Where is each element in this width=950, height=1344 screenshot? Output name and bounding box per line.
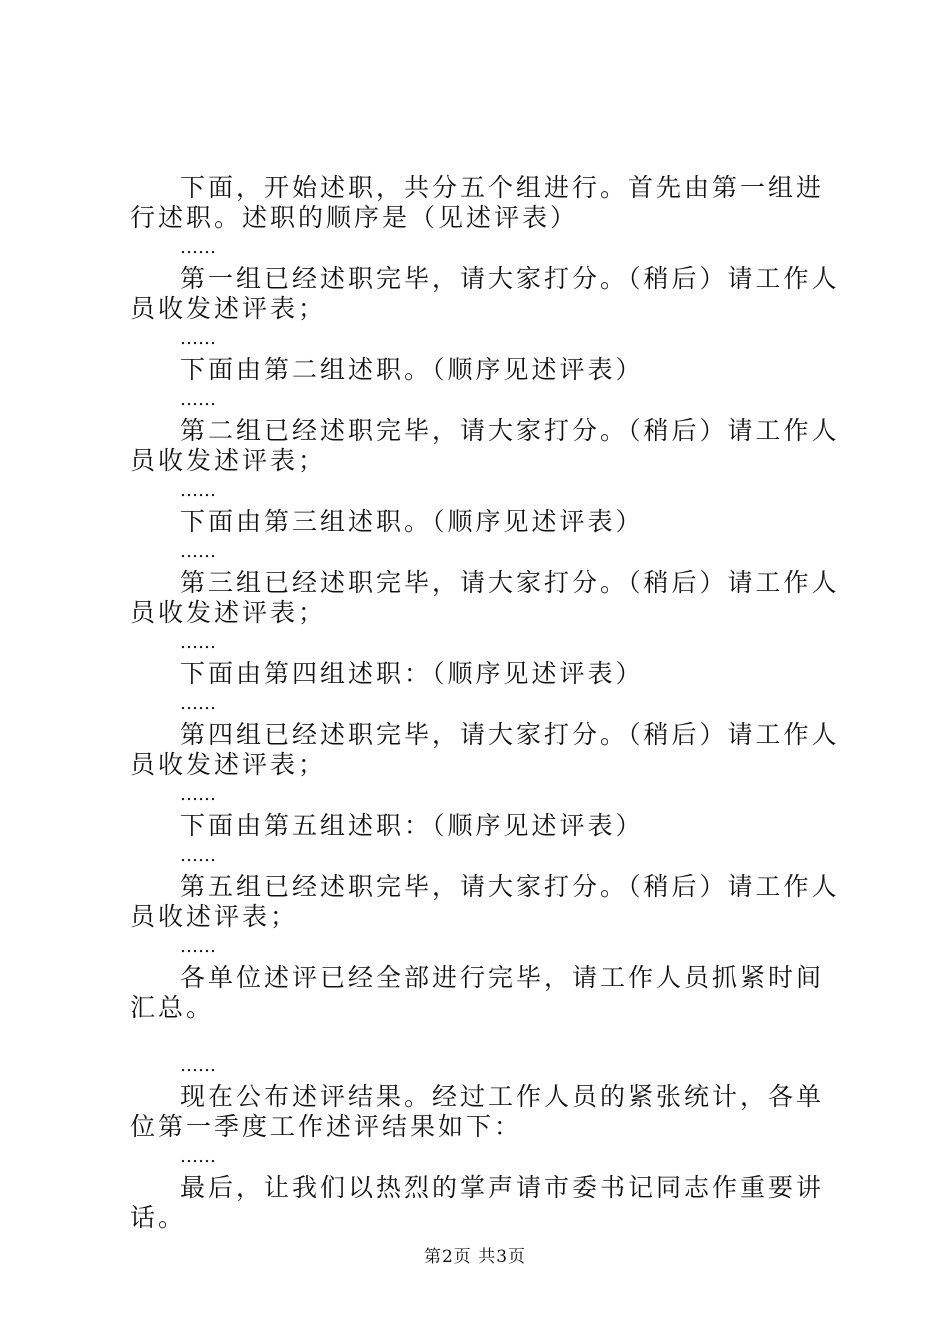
ellipsis: …… bbox=[180, 632, 216, 653]
paragraph-group2-done: 第二组已经述职完毕，请大家打分。（稍后）请工作人员收发述评表； bbox=[130, 416, 840, 475]
paragraph-group4-done: 第四组已经述职完毕，请大家打分。（稍后）请工作人员收发述评表； bbox=[130, 720, 840, 779]
page-number: 第2页 共3页 bbox=[423, 1247, 527, 1267]
ellipsis: …… bbox=[180, 1055, 216, 1076]
paragraph-group2-intro: 下面由第二组述职。（顺序见述评表） bbox=[180, 355, 644, 384]
ellipsis: …… bbox=[180, 480, 216, 501]
paragraph-summary: 各单位述评已经全部进行完毕，请工作人员抓紧时间汇总。 bbox=[130, 963, 825, 1022]
paragraph-group3-done: 第三组已经述职完毕，请大家打分。（稍后）请工作人员收发述评表； bbox=[130, 568, 840, 627]
paragraph-group4-intro: 下面由第四组述职：（顺序见述评表） bbox=[180, 659, 644, 688]
paragraph-group3-intro: 下面由第三组述职。（顺序见述评表） bbox=[180, 507, 644, 536]
ellipsis: …… bbox=[180, 328, 216, 349]
paragraph-closing: 最后，让我们以热烈的掌声请市委书记同志作重要讲话。 bbox=[130, 1173, 825, 1232]
paragraph-group1-intro: 下面，开始述职，共分五个组进行。首先由第一组进行述职。述职的顺序是（见述评表） bbox=[130, 173, 825, 232]
spacer bbox=[130, 1023, 840, 1051]
ellipsis: …… bbox=[180, 237, 216, 258]
ellipsis: …… bbox=[180, 693, 216, 714]
ellipsis: …… bbox=[180, 389, 216, 410]
ellipsis: …… bbox=[180, 784, 216, 805]
paragraph-group5-done: 第五组已经述职完毕，请大家打分。（稍后）请工作人员收述评表； bbox=[130, 872, 840, 931]
paragraph-group1-done: 第一组已经述职完毕，请大家打分。（稍后）请工作人员收发述评表； bbox=[130, 264, 840, 323]
document-body bbox=[130, 173, 840, 1233]
ellipsis: …… bbox=[180, 845, 216, 866]
ellipsis: …… bbox=[180, 1146, 216, 1167]
paragraph-results: 现在公布述评结果。经过工作人员的紧张统计，各单位第一季度工作述评结果如下： bbox=[130, 1082, 825, 1141]
ellipsis: …… bbox=[180, 541, 216, 562]
ellipsis: …… bbox=[180, 936, 216, 957]
paragraph-group5-intro: 下面由第五组述职：（顺序见述评表） bbox=[180, 811, 644, 840]
